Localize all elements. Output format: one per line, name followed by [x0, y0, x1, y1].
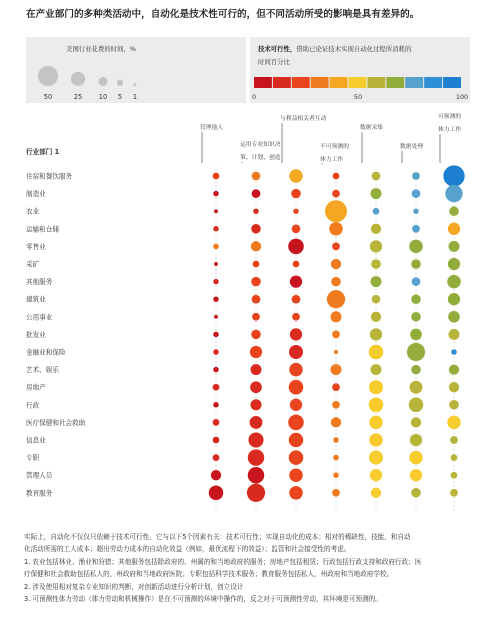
bubble	[213, 419, 220, 426]
bubble	[369, 433, 382, 446]
bubble	[451, 454, 458, 461]
row-label: 运输和仓储	[26, 225, 59, 234]
bubble	[290, 328, 302, 340]
column-header	[400, 142, 423, 150]
bubble	[333, 455, 339, 461]
note-line: 2. 涉及使用相对复杂专业知识的判断，对创新活动进行分析计划，创立设计	[24, 582, 244, 591]
bubble	[332, 489, 340, 497]
bubble	[370, 328, 382, 340]
bubble	[214, 315, 218, 319]
bubble	[332, 331, 340, 339]
bubble	[252, 172, 261, 181]
bubble	[331, 311, 342, 322]
bubble	[409, 240, 422, 253]
bubble	[253, 261, 260, 268]
color-scale-segment	[349, 77, 367, 88]
bubble	[331, 364, 342, 375]
bubble	[449, 400, 459, 410]
column-header	[240, 140, 281, 161]
size-legend-label: 美国行业花费的时间，%	[66, 45, 136, 53]
row-label: 制造业	[26, 190, 46, 199]
color-scale-segment	[386, 77, 404, 88]
bubble	[289, 450, 304, 465]
bubble	[447, 275, 460, 288]
bubble	[289, 345, 303, 359]
bubble	[213, 349, 219, 355]
bubble	[211, 470, 221, 480]
bubble	[445, 185, 462, 202]
row-label: 房地产	[26, 383, 46, 392]
color-scale-segment	[367, 77, 385, 88]
bubble	[250, 381, 262, 393]
bubble	[289, 380, 304, 395]
bubble	[451, 472, 458, 479]
bubble	[412, 172, 420, 180]
bubble	[214, 209, 218, 213]
bubble	[253, 208, 259, 214]
bubble	[448, 258, 460, 270]
size-legend-bubble	[38, 66, 58, 86]
bubble	[332, 383, 340, 391]
bubble	[292, 295, 301, 304]
bubble	[448, 293, 460, 305]
bubble	[214, 262, 218, 266]
column-headers	[200, 112, 461, 164]
column-header-line: 可预测的	[438, 114, 462, 120]
bubble	[213, 402, 219, 408]
bubble	[410, 381, 423, 394]
size-legend-bubble	[99, 77, 108, 86]
bubble	[332, 190, 340, 198]
bubble	[410, 434, 422, 446]
bubble	[371, 488, 381, 498]
row-label: 信息业	[26, 436, 46, 445]
bubble	[289, 486, 302, 499]
bubble	[332, 401, 340, 409]
column-header-line: 体力工作	[320, 157, 344, 163]
row-label: 零售业	[26, 242, 46, 251]
bubble	[371, 188, 382, 199]
color-scale-segment	[405, 77, 423, 88]
bubble	[213, 332, 219, 338]
note-line: 1. 农业包括林业、渔业和狩猎；其他服务包括除政府的、州属的和当地政府的服务；房地产包括租赁；行政包括行政支持和政府行政；医	[24, 557, 422, 566]
bubble	[448, 311, 460, 323]
bubble	[450, 489, 458, 497]
bubble	[251, 330, 261, 340]
row-label: 公用事业	[26, 313, 53, 322]
bubble	[292, 224, 301, 233]
color-scale-tick: 50	[353, 93, 363, 101]
bubble	[443, 165, 464, 186]
bubble	[288, 239, 304, 255]
bubble	[329, 222, 342, 235]
bubble	[213, 244, 219, 250]
color-scale-segment	[273, 77, 291, 88]
bubble	[409, 451, 422, 464]
bubble	[213, 173, 220, 180]
bubble	[332, 243, 340, 251]
bubble	[251, 364, 262, 375]
bubble	[251, 224, 261, 234]
bubble	[370, 240, 382, 252]
row-label: 教育服务	[26, 489, 53, 498]
column-header	[200, 123, 223, 131]
bubble	[447, 416, 460, 429]
bubble	[252, 189, 261, 198]
bubble	[449, 329, 460, 340]
bubble	[369, 380, 383, 394]
color-scale-segment	[311, 77, 329, 88]
bubble	[413, 208, 419, 214]
bubble	[213, 226, 219, 232]
bubble	[293, 208, 299, 214]
bubble	[369, 398, 384, 413]
column-header	[438, 112, 461, 133]
bubble	[325, 200, 347, 222]
bubble	[369, 451, 383, 465]
row-label: 专职	[26, 454, 40, 463]
bubble	[289, 169, 302, 182]
column-header-line: 策、计划、创造	[240, 155, 281, 161]
bubble	[213, 454, 220, 461]
row-label: 住宿和餐饮服务	[26, 172, 73, 181]
bubble	[371, 259, 381, 269]
color-scale-segment	[330, 77, 348, 88]
column-header-line: 体力工作	[438, 127, 462, 133]
size-legend-bubble	[134, 83, 137, 86]
bubble	[371, 364, 382, 375]
bubble	[252, 313, 260, 321]
row-label: 医疗保健和社会救助	[26, 418, 86, 427]
bubble	[449, 382, 459, 392]
size-legend-value: 25	[73, 93, 83, 101]
bubble	[251, 241, 261, 251]
row-label: 管理人员	[26, 471, 53, 480]
bubble	[213, 296, 219, 302]
bubble	[250, 416, 263, 429]
bubble	[334, 350, 338, 354]
column-header	[320, 142, 349, 163]
bubble	[213, 384, 220, 391]
bubble	[290, 275, 302, 287]
bubble	[333, 437, 339, 443]
bubble	[410, 469, 422, 481]
bubble	[412, 225, 420, 233]
bubble	[369, 345, 384, 360]
bubble	[289, 468, 302, 481]
bubble	[213, 367, 219, 373]
bubble	[213, 279, 219, 285]
bubble	[449, 364, 459, 374]
color-legend-label-rest: 借助已论证技术实现自动化过程所消耗的	[296, 45, 412, 53]
bubble	[411, 312, 421, 322]
row-label: 采矿	[26, 260, 40, 269]
column-header-line: 不可预测的	[320, 144, 349, 150]
color-scale	[254, 77, 461, 88]
bubble	[411, 417, 421, 427]
bubble	[407, 343, 425, 361]
note-line: 实际上，自动化不仅仅只依赖于技术可行性，它与以下5个因素有关：技术可行性；实现自动化的成本；相对的稀缺性，技能，和自动	[24, 533, 411, 541]
bubble	[248, 432, 263, 447]
row-label: 建筑业	[26, 295, 46, 304]
bubble	[247, 484, 265, 502]
chart-title: 在产业部门的多种类活动中，自动化是技术性可行的，但不同活动所受的影响是具有差异的。	[26, 9, 420, 20]
row-label: 其他服务	[26, 278, 53, 287]
size-legend-value: 1	[132, 93, 138, 101]
bubble	[412, 189, 421, 198]
row-label: 农业	[26, 207, 40, 216]
size-legend-bubble	[71, 72, 85, 86]
row-label: 行政	[26, 401, 40, 410]
bubble	[251, 277, 261, 287]
bubble	[250, 346, 262, 358]
bubble	[292, 313, 300, 321]
color-scale-tick: 0	[251, 93, 257, 101]
bubble	[411, 259, 421, 269]
bubble	[371, 276, 382, 287]
row-label: 金融业和保险	[26, 348, 66, 357]
row-label: 艺术、娱乐	[26, 366, 59, 375]
row-header: 行业部门 1	[26, 148, 60, 156]
footnotes	[24, 531, 486, 605]
color-legend-label	[257, 44, 412, 54]
color-legend-label-line2: 时间百分比	[258, 58, 290, 66]
bubble	[288, 415, 304, 431]
bubble	[289, 433, 304, 448]
size-legend-value: 5	[117, 93, 123, 101]
note-line: 化活动所需的工人成本；超出劳动力成本的自动化效益（例如，最优流程下的效益）；监管和社会接受性的考虑。	[24, 545, 351, 554]
bubble	[333, 173, 340, 180]
color-legend-label-bold: 技术可行性，	[258, 45, 297, 53]
bubble	[331, 417, 341, 427]
column-header-line: 管理他人	[200, 125, 224, 131]
row-label: 批发业	[26, 330, 46, 339]
bubble	[248, 449, 265, 466]
bubble	[331, 259, 341, 269]
bubble	[333, 472, 339, 478]
color-scale-tick: 100	[455, 93, 469, 101]
bubble	[410, 329, 422, 341]
column-header	[280, 114, 327, 122]
row-labels	[26, 172, 86, 498]
column-header-line: 数据采集	[360, 125, 384, 131]
bubble	[449, 206, 459, 216]
bubbles	[209, 165, 465, 502]
bubble	[209, 486, 224, 501]
color-scale-segment	[292, 77, 310, 88]
bubble	[371, 312, 381, 322]
size-legend-value: 50	[43, 93, 53, 101]
column-header-line: 运用专业知识决	[240, 142, 281, 148]
bubble	[451, 349, 457, 355]
column-header	[360, 123, 383, 131]
bubble	[213, 191, 219, 197]
bubble	[370, 469, 382, 481]
color-scale-segment	[254, 77, 272, 88]
column-header-line: 与利益相关者互动	[280, 116, 327, 122]
bubble	[252, 295, 261, 304]
bubble	[373, 208, 380, 215]
bubble	[289, 363, 302, 376]
color-scale-segment	[424, 77, 442, 88]
bubble	[450, 436, 458, 444]
bubble	[290, 399, 302, 411]
bubble	[213, 437, 220, 444]
bubble	[327, 290, 345, 308]
note-line: 3. 可预测性体力劳动（体力劳动和机械操作）是在不可预测的环境中操作的，反之对于可预测性劳动，其环境是可预测的。	[24, 595, 382, 604]
bubble	[251, 399, 262, 410]
column-header-line: 数据处理	[400, 144, 424, 150]
size-legend-value: 10	[98, 93, 108, 101]
bubble	[411, 294, 421, 304]
bubble	[331, 277, 341, 287]
bubble	[369, 416, 382, 429]
size-legend-bubble	[117, 80, 123, 86]
bubble	[412, 277, 421, 286]
bubble	[371, 224, 381, 234]
bubble	[248, 467, 265, 484]
bubble	[448, 223, 460, 235]
note-line: 疗保健和社会救助包括私人的，州政府和当地政府医院；专职包括科学技术服务；教育服务包括私人，州政府和当地政府学校。	[24, 570, 394, 579]
bubble	[449, 241, 460, 252]
bubble	[372, 172, 381, 181]
color-scale-segment	[443, 77, 461, 88]
bubble	[409, 398, 424, 413]
bubble	[411, 365, 421, 375]
bubble	[291, 189, 301, 199]
bubble	[293, 261, 300, 268]
bubble	[372, 295, 381, 304]
bubble	[411, 488, 421, 498]
